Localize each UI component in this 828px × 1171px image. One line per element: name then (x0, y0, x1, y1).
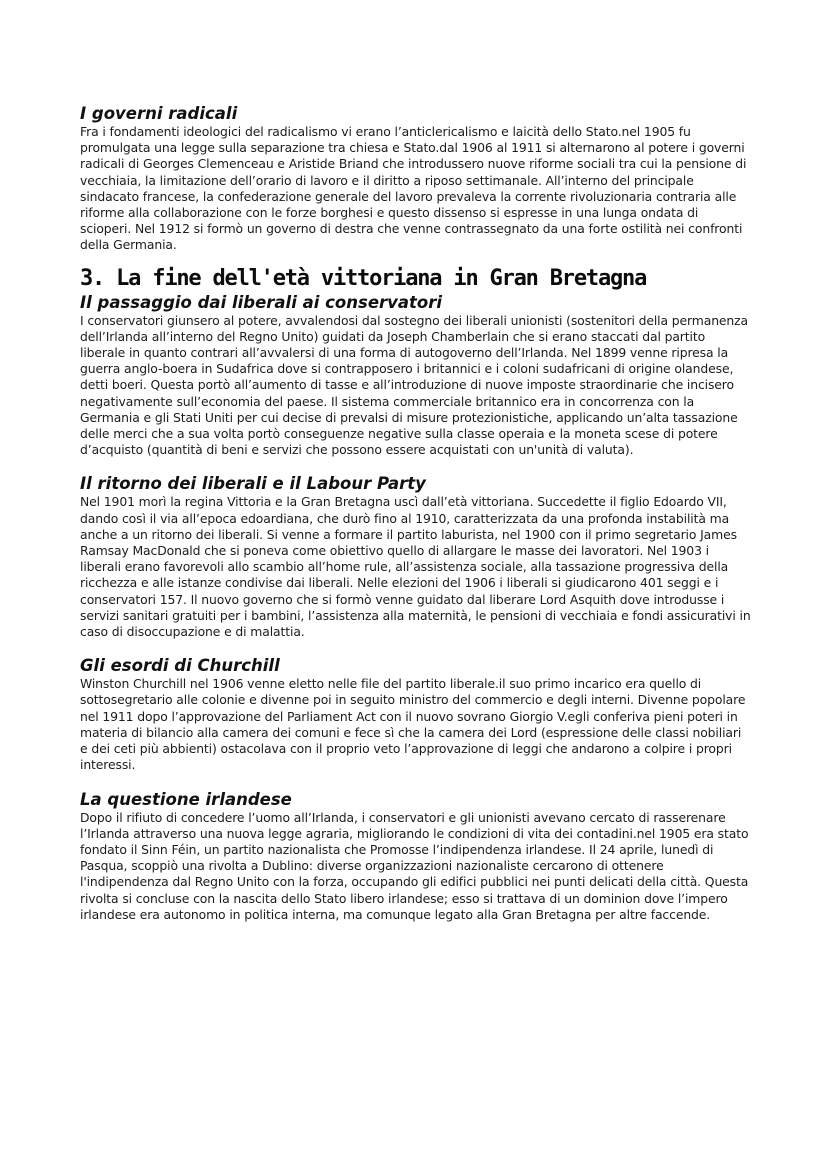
paragraph-questione-irlandese: Dopo il rifiuto di concedere l’uomo all’Irlanda, i conservatori e gli unionisti avevano cercato di rasserenare l’Irlanda attraverso una nuova legge agraria, migliorando le condizioni di vita dei contadini.nel 1905 era stato fondato il Sinn Féin, un partito nazionalista che Promosse l’indipendenza irlandese. Il 24 aprile, lunedì di Pasqua, scoppiò una rivolta a Dublino: diverse organizzazioni nazionaliste cercarono di ottenere l'indipendenza dal Regno Unito con la forza, occupando gli edifici pubblici nei punti delicati della città. Questa rivolta si concluse con la nascita dello Stato libero irlandese; esso si trattava di un dominion dove l’impero irlandese era autonomo in politica interna, ma comunque legato alla Gran Bretagna per altre faccende. (80, 809, 749, 922)
heading-governi-radicali: I governi radicali (80, 104, 238, 123)
heading-passaggio: Il passaggio dai liberali ai conservatori (80, 292, 443, 312)
chapter-heading: 3. La fine dell'età vittoriana in Gran Bretagna (80, 265, 647, 291)
paragraph-ritorno-liberali: Nel 1901 morì la regina Vittoria e la Gran Bretagna uscì dall’età vittoriana. Succedette il figlio Edoardo VII, dando così il via all’epoca edoardiana, che durò fino al 1910, caratterizzata da una profonda instabilità ma anche a un ritorno dei liberali. Si venne a formare il partito laburista, nel 1900 con il primo segretario James Ramsay MacDonald che si poneva come obiettivo quello di allargare le masse dei lavoratori. Nel 1903 i liberali erano favorevoli allo scambio all’home rule, all’assistenza sociale, alla tassazione progressiva della ricchezza e alle istanze condivise dai liberali. Nelle elezioni del 1906 i liberali si giudicarono 401 seggi e i conservatori 157. Il nuovo governo che si formò venne guidato dal liberare Lord Asquith dove introdusse i servizi sanitari gratuiti per i bambini, l’assistenza alla maternità, le pensioni di vecchiaia e fondi assicurativi in caso di disoccupazione e di malattia. (80, 494, 751, 640)
section-spacer (80, 774, 752, 790)
paragraph-churchill: Winston Churchill nel 1906 venne eletto nelle file del partito liberale.il suo primo incarico era quello di sottosegretario alle colonie e divenne poi in seguito ministro del commercio e degli interni. Divenne popolare nel 1911 dopo l’approvazione del Parliament Act con il nuovo sovrano Giorgio V.egli conferiva pieni poteri in materia di bilancio alla camera dei comuni e fece sì che la camera dei Lord (espressione delle classi nobiliari e dei ceti più abbienti) ostacolava con il proprio veto l’approvazione di leggi che andarono a colpire i propri interessi. (80, 676, 746, 773)
heading-churchill: Gli esordi di Churchill (80, 656, 280, 676)
paragraph-passaggio: I conservatori giunsero al potere, avvalendosi dal sostegno dei liberali unionisti (sostenitori della permanenza dell’Irlanda all’interno del Regno Unito) guidati da Joseph Chamberlain che si erano staccati dal partito liberale in quanto contrari all’avvalersi di una forma di autogoverno dell’Irlanda. Nel 1899 venne ripresa la guerra anglo-boera in Sudafrica dove si contrapposero i britannici e i coloni sudafricani di origine olandese, detti boeri. Questa portò all’aumento di tasse e all’introduzione di nuove imposte straordinarie che incisero negativamente sull’economia del paese. Il sistema commerciale britannico era in concorrenza con la Germania e gli Stati Uniti per cui decise di prevalsi di misure protezionistiche, applicando un’alta tassazione delle merci che a sua volta portò conseguenze negative sulla classe operaia e la moneta scese di potere d’acquisto (quantità di beni e servizi che possono essere acquistati con un'unità di valuta). (80, 312, 749, 458)
heading-questione-irlandese: La questione irlandese (80, 789, 292, 809)
document-content (80, 104, 752, 923)
paragraph-governi-radicali: Fra i fondamenti ideologici del radicalismo vi erano l’anticlericalismo e laicità dello Stato.nel 1905 fu promulgata una legge sulla separazione tra chiesa e Stato.dal 1906 al 1911 si alternarono al potere i governi radicali di Georges Clemenceau e Aristide Briand che introdussero nuove riforme sociali tra cui la pensione di vecchiaia, la limitazione dell’orario di lavoro e il diritto a riposo settimanale. All’interno del principale sindacato francese, la confederazione generale del lavoro prevaleva la corrente rivoluzionaria contraria alle riforme alla collaborazione con le forze borghesi e questo dissenso si espresse in una lunga ondata di scioperi. Nel 1912 si formò un governo di destra che venne contrassegnato da una forte ostilità nei confronti della Germania. (80, 124, 747, 253)
section-spacer (80, 458, 752, 474)
heading-ritorno-liberali: Il ritorno dei liberali e il Labour Party (80, 474, 426, 494)
section-spacer (80, 640, 752, 656)
